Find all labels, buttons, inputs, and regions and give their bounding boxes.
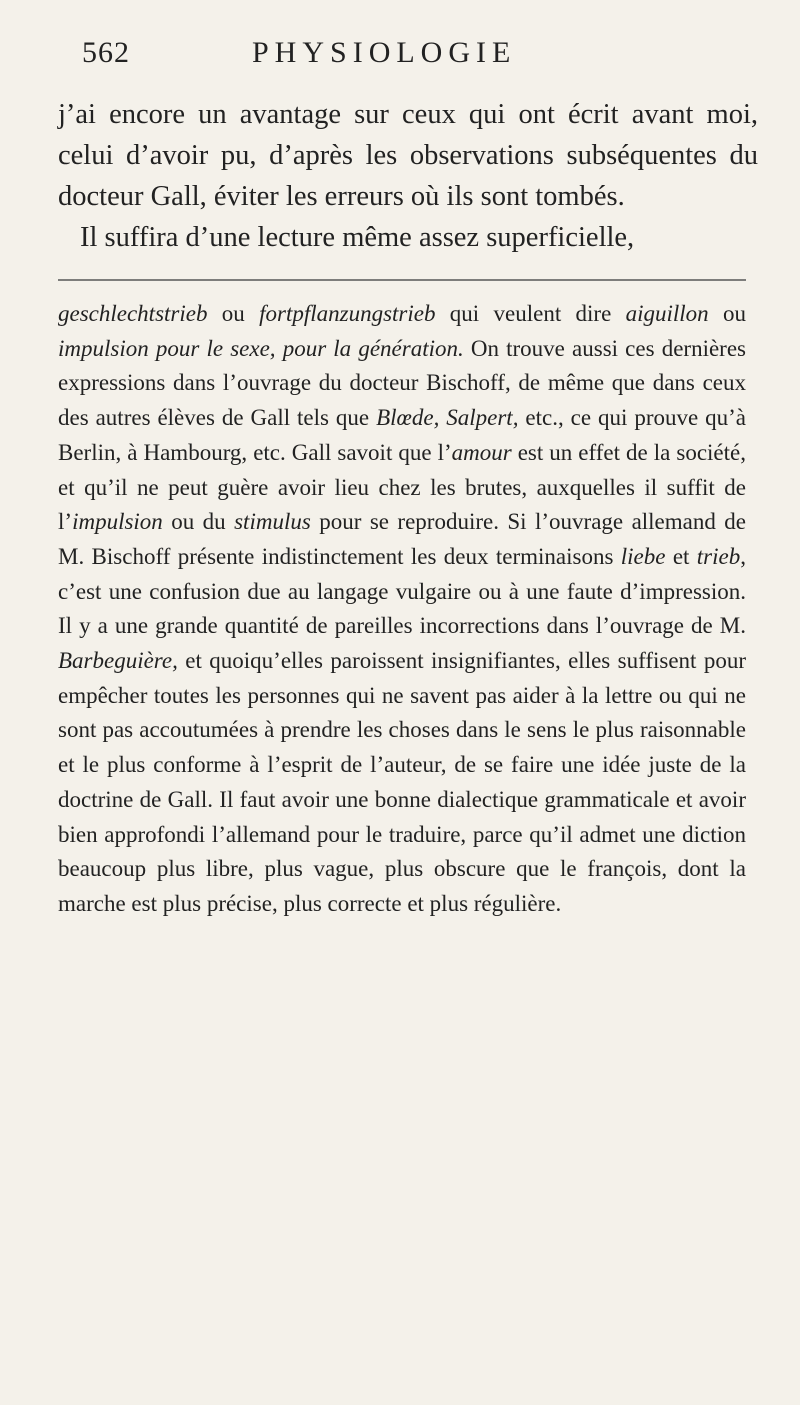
footnote	[58, 297, 746, 922]
footnote-text: ou	[708, 301, 747, 326]
footnote-text: On trouve aussi ces dernières expressions dans l’ouvrage du docteur Bischoff, de même que dans ceux des autres élèves de Gall tels que	[58, 335, 746, 431]
footnote-term-impulsion-pour-le-sexe: impulsion pour le sexe, pour la génération.	[58, 335, 464, 361]
footnote-term-fortpflanzungstrieb: fortpflanzungstrieb	[259, 301, 436, 326]
footnote-term-stimulus: stimulus	[234, 509, 311, 535]
page-number: 562	[82, 36, 130, 69]
footnote-text: ou	[207, 301, 260, 326]
footnote-text: etc., ce qui prouve qu’à Berlin, à Hambourg, etc. Gall savoit que l’	[58, 405, 746, 465]
footnote-term-amour: amour	[451, 439, 512, 465]
footnote-term-liebe: liebe	[620, 543, 666, 569]
footnote-name-barbeguiere: Barbeguière,	[58, 648, 178, 674]
footnote-term-impulsion: impulsion	[72, 509, 163, 535]
footnote-text: , c’est une confusion due au langage vulgaire ou à une faute d’impression. Il y a une grande quantité de pareilles incorrections dans l’ouvrage de M.	[58, 543, 746, 639]
footnote-text: qui veulent dire	[435, 301, 626, 326]
footnote-term-aiguillon: aiguillon	[625, 301, 709, 326]
footnote-text: pour se reproduire. Si l’ouvrage allemand de M. Bischoff présente indistinctement les deux terminaisons	[58, 509, 747, 569]
page-header	[58, 30, 758, 80]
running-head: PHYSIOLOGIE	[252, 36, 517, 69]
footnote-text: ou du	[162, 509, 235, 535]
footnote-paragraph	[58, 297, 746, 922]
book-page	[58, 30, 758, 922]
footnote-names-bloede-salpert: Blœde, Salpert,	[376, 405, 519, 431]
main-text	[58, 94, 758, 258]
paragraph-1: j’ai encore un avantage sur ceux qui ont écrit avant moi, celui d’avoir pu, d’après les observations subséquentes du docteur Gall, éviter les erreurs où ils sont tombés.	[58, 99, 758, 212]
footnote-text: est un effet de la société, et qu’il ne peut guère avoir lieu chez les brutes, auxquelles il suffit de l’	[58, 439, 746, 535]
paragraph-2: Il suffira d’une lecture même assez superficielle,	[80, 222, 635, 253]
footnote-term-geschlechtstrieb: geschlechtstrieb	[58, 301, 208, 326]
footnote-term-trieb: trieb	[696, 543, 741, 569]
footnote-separator	[58, 279, 746, 281]
footnote-text: et quoiqu’elles paroissent insignifiantes, elles suffisent pour empêcher toutes les personnes qui ne savent pas aider à la lettre ou qui ne sont pas accoutumées à prendre les choses dans le sens le plus raisonnable et le plus conforme à l’esprit de l’auteur, de se faire une idée juste de la doctrine de Gall. Il faut avoir une bonne dialectique grammaticale et avoir bien approfondi l’allemand pour le traduire, parce qu’il admet une diction beaucoup plus libre, plus vague, plus obscure que le françois, dont la marche est plus précise, plus correcte et plus régulière.	[58, 648, 746, 916]
footnote-text: et	[665, 543, 697, 569]
